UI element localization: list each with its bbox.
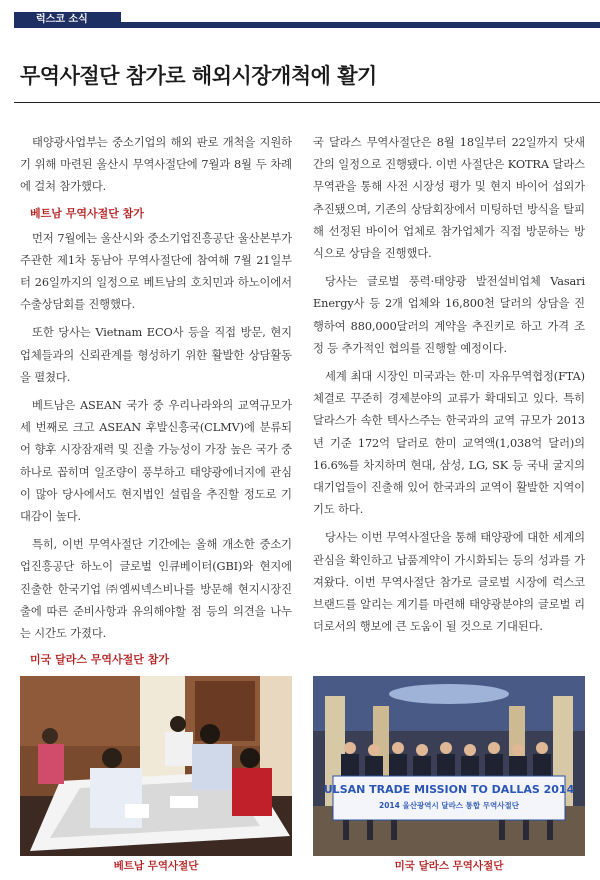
intro-paragraph: 태양광사업부는 중소기업의 해외 판로 개척을 지원하기 위해 마련된 울산시 무역사절단에 7월과 8월 두 차례에 걸쳐 참가했다. xyxy=(20,136,292,194)
vietnam-photo xyxy=(20,676,292,856)
left-column xyxy=(20,132,292,702)
vietnam-heading: 베트남 무역사절단 참가 xyxy=(30,206,144,220)
usa-paragraph-4: 당사는 이번 무역사절단을 통해 태양광에 대한 세계의 관심을 확인하고 납품계약이 가시화되는 등의 성과를 가져왔다. 이번 무역사절단 참가로 글로벌 시장에 럭스코 브랜드를 알리는 계기를 마련해 태양광분야의 글로벌 리더로서의 행보에 큰 도움이 될 것으로 기대된다. xyxy=(313,531,585,634)
vietnam-paragraph-4: 특히, 이번 무역사절단 기간에는 올해 개소한 중소기업진흥공단 하노이 글로벌 인큐베이터(GBI)와 현지에 진출한 한국기업 ㈜엠씨넥스비나를 방문해 현지시장진출에 따른 준비사항과 유의해야할 점 등의 의견을 나누는 시간도 가졌다. xyxy=(20,538,292,641)
dallas-photo-caption: 미국 달라스 무역사절단 xyxy=(394,860,504,872)
vietnam-photo-caption: 베트남 무역사절단 xyxy=(113,860,199,872)
right-column xyxy=(313,132,585,644)
banner-title: ULSAN TRADE MISSION TO DALLAS 2014 xyxy=(323,783,575,796)
article-title: 무역사절단 참가로 해외시장개척에 활기 xyxy=(20,64,377,88)
vietnam-paragraph-1: 먼저 7월에는 울산시와 중소기업진흥공단 울산본부가 주관한 제1차 동남아 무역사절단에 참여해 7월 21일부터 26일까지의 일정으로 베트남의 호치민과 하노이에서 수출상담회를 진행했다. xyxy=(20,231,292,312)
top-bar xyxy=(14,12,600,28)
usa-heading: 미국 달라스 무역사절단 참가 xyxy=(30,653,169,667)
vietnam-paragraph-2: 또한 당사는 Vietnam ECO사 등을 직접 방문, 현지 업체들과의 신뢰관계를 형성하기 위한 활발한 상담활동을 펼쳤다. xyxy=(20,326,292,384)
banner-subtitle: 2014 울산광역시 달라스 통합 무역사절단 xyxy=(379,801,519,810)
usa-paragraph-2: 당사는 글로벌 풍력·태양광 발전설비업체 Vasari Energy사 등 2개 업체와 16,800천 달러의 상담을 진행하여 880,000달러의 계약을 추진키로 하고 가격 조정 등 추가적인 협의를 진행할 예정이다. xyxy=(313,275,585,355)
dallas-photo xyxy=(313,676,585,856)
usa-paragraph-3: 세계 최대 시장인 미국과는 한·미 자유무역협정(FTA) 체결로 꾸준히 경제분야의 교류가 확대되고 있다. 특히 달라스가 속한 텍사스주는 한국과의 교역 규모가 2013년 기준 172억 달러로 한미 교역액(1,038억 달러)의 16.6%를 차지하며 현대, 삼성, LG, SK 등 국내 굴지의 대기업들이 진출해 있어 한국과의 교역이 활발한 지역이기도 하다. xyxy=(313,370,585,517)
title-rule xyxy=(14,102,600,103)
usa-paragraph-1-continued: 국 달라스 무역사절단은 8월 18일부터 22일까지 닷새간의 일정으로 진행됐다. 이번 사절단은 KOTRA 달라스 무역관을 통해 사전 시장성 평가 및 현지 바이어 섭외가 추진됐으며, 기존의 상담회장에서 미팅하던 방식을 탈피해 선정된 바이어 업체로 참가업체가 직접 방문하는 방식으로 상담을 진행했다. xyxy=(313,136,585,261)
section-tag: 럭스코 소식 xyxy=(14,12,121,28)
vietnam-paragraph-3: 베트남은 ASEAN 국가 중 우리나라와의 교역규모가 세 번째로 크고 ASEAN 후발신흥국(CLMV)에 분류되어 향후 시장잠재력 및 진출 가능성이 가장 높은 국가 중 하나로 꼽히며 일조량이 풍부하고 태양광에너지에 관심이 많아 당사에서도 현지법인 설립을 추진할 정도로 기대감이 높다. xyxy=(20,399,292,524)
top-rule xyxy=(121,22,600,28)
